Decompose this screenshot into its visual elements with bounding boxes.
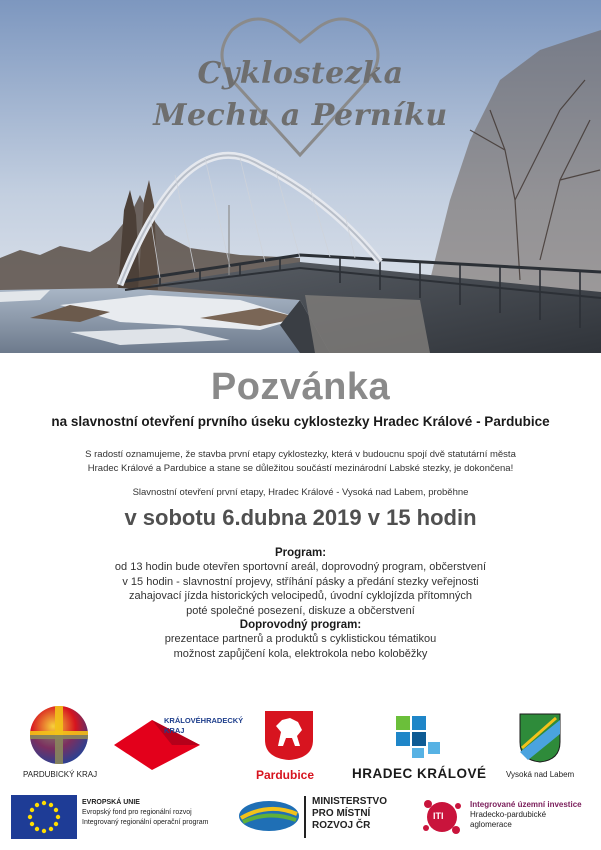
kralovehradecky-kraj-logo-icon	[112, 718, 207, 772]
eu-line3: Integrovaný regionální operační program	[82, 819, 209, 826]
mmr-text	[312, 796, 387, 832]
kralovehradecky-label-line1: KRÁLOVÉHRADECKÝ	[164, 716, 244, 725]
side-program-heading: Doprovodný program:	[239, 619, 362, 632]
iti-line1: Integrované územní investice	[470, 800, 582, 809]
iti-text	[470, 800, 582, 830]
program-item: zahajovací jízda historických velocipedů, úvodní cyklojízda přítomných	[128, 590, 472, 603]
eu-text	[82, 798, 208, 828]
iti-line2: Hradecko-pardubické	[470, 810, 547, 819]
mmr-line1: MINISTERSTVO	[312, 796, 388, 807]
vysoka-nad-labem-coat-icon	[518, 712, 562, 764]
program-item: od 13 hodin bude otevřen sportovní areál, doprovodný program, občerstvení	[114, 561, 487, 574]
pardubicky-kraj-logo-icon	[28, 704, 90, 766]
program-heading: Program:	[274, 547, 327, 559]
hero-photo	[0, 0, 601, 353]
mmr-line2: PRO MÍSTNÍ	[312, 808, 371, 819]
vysoka-label: Vysoká nad Labem	[506, 770, 575, 779]
event-date: v sobotu 6.dubna 2019 v 15 hodin	[124, 505, 477, 530]
program-item: v 15 hodin - slavnostní projevy, stříhání pásky a předání stezky veřejnosti	[122, 575, 479, 588]
eu-flag-icon	[11, 795, 77, 839]
iti-line3: aglomerace	[470, 820, 512, 829]
partner-logos	[0, 700, 601, 790]
eu-line2: Evropský fond pro regionální rozvoj	[82, 809, 192, 816]
intro-line2: Hradec Králové a Pardubice a stane se důležitou součástí mezinárodní Labské stezky, je dokončena!	[87, 463, 514, 474]
program-section	[60, 546, 541, 661]
iti-badge-label: ITI	[433, 811, 444, 821]
side-program-item: možnost zapůjčení kola, elektrokola nebo koloběžky	[173, 647, 428, 660]
program-item: poté společné posezení, diskuze a občerstvení	[186, 604, 415, 617]
hero-title-line2: Mechu a Perníku	[153, 98, 448, 133]
mmr-logo-icon	[236, 798, 302, 834]
mmr-divider	[304, 796, 306, 838]
pardubice-label: Pardubice	[256, 768, 315, 782]
kralovehradecky-label-line2: KRAJ	[164, 726, 185, 735]
intro-line3: Slavnostní otevření první etapy, Hradec Králové - Vysoká nad Labem, proběhne	[132, 487, 469, 498]
mmr-line3: ROZVOJ ČR	[312, 820, 371, 831]
intro-text	[60, 448, 541, 476]
pardubicky-kraj-label: PARDUBICKÝ KRAJ	[23, 770, 98, 779]
pardubice-horse-logo-icon	[262, 708, 316, 762]
sponsor-logos	[0, 790, 601, 845]
eu-line1: EVROPSKÁ UNIE	[82, 799, 140, 806]
side-program-item: prezentace partnerů a produktů s cyklistickou tématikou	[164, 633, 437, 646]
page-title: Pozvánka	[210, 366, 391, 408]
hradec-kralove-logo-icon	[392, 712, 444, 760]
hero-title-line1: Cyklostezka	[197, 56, 404, 91]
intro-line1: S radostí oznamujeme, že stavba první etapy cyklostezky, která v budoucnu spojí dvě statutární města	[85, 449, 516, 460]
subheadline: na slavnostní otevření prvního úseku cyklostezky Hradec Králové - Pardubice	[51, 414, 550, 429]
hradec-kralove-label: HRADEC KRÁLOVÉ	[352, 766, 487, 781]
bridge-photo	[0, 0, 601, 353]
